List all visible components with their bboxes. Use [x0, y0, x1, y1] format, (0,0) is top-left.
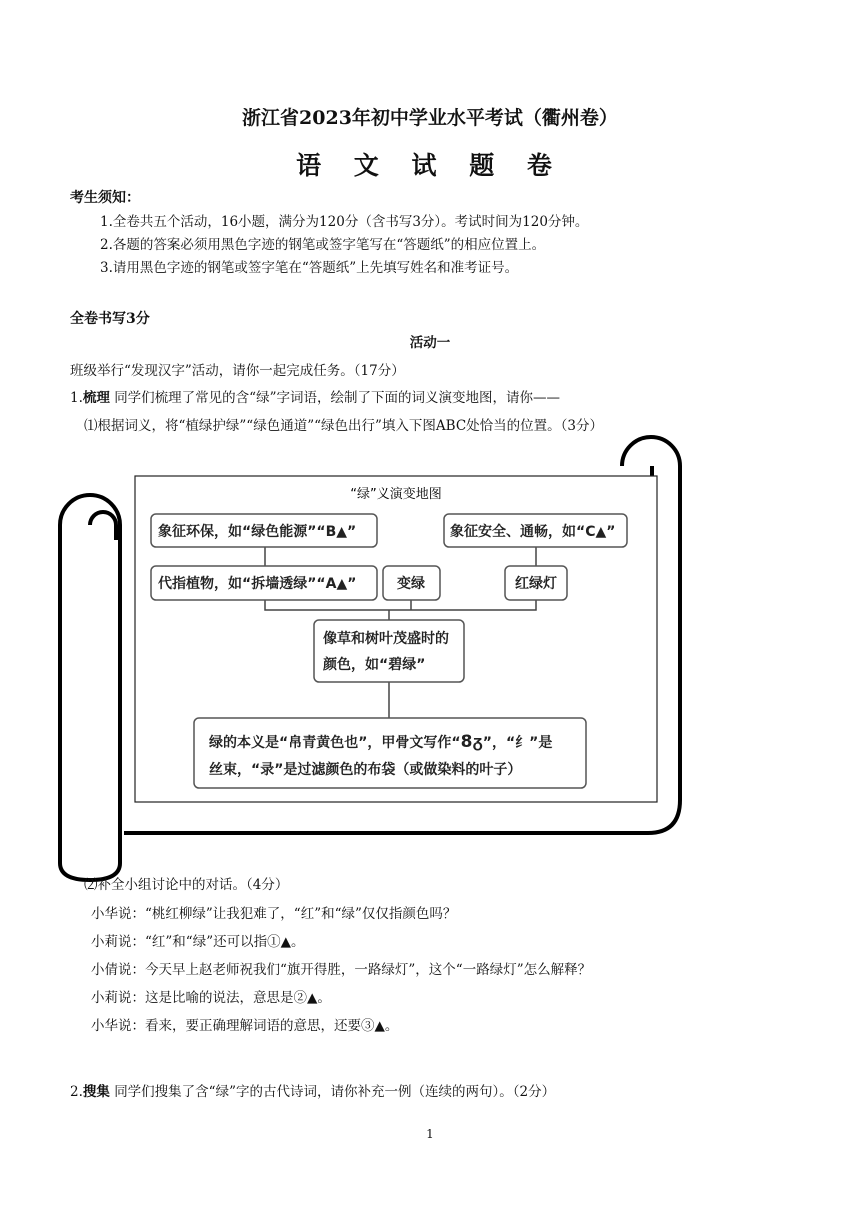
box-bianlv-label: 变绿	[397, 576, 425, 592]
question-1-part-2: ⑵补全小组讨论中的对话。（4分）	[84, 877, 289, 893]
activity-intro: 班级举行“发现汉字”活动，请你一起完成任务。（17分）	[70, 363, 405, 379]
map-title: “绿”义演变地图	[350, 487, 442, 502]
oracle-bone-glyph: 8ᵹ	[460, 732, 483, 752]
question-text: 同学们搜集了含“绿”字的古代诗词，请你补充一例（连续的两句）。（2分）	[114, 1084, 556, 1100]
box-c-label: 象征安全、通畅，如“C▲”	[450, 524, 616, 540]
box-hongludeng-label: 红绿灯	[515, 576, 557, 592]
box-bottom-line-1	[209, 732, 552, 752]
activity-title: 活动一	[409, 335, 451, 351]
exam-title: 浙江省2023年初中学业水平考试（衢州卷）	[242, 107, 618, 129]
question-number: 1.	[70, 390, 83, 406]
dialogue-line: 小华说：看来，要正确理解词语的意思，还要③▲。	[91, 1018, 399, 1034]
notice-heading: 考生须知：	[70, 190, 140, 206]
box-bottom-text-a: 绿的本义是“帛青黄色也”，甲骨文写作“	[209, 735, 461, 751]
dialogue-line: 小莉说：“红”和“绿”还可以指①▲。	[91, 934, 305, 950]
box-middle-line-1: 像草和树叶茂盛时的	[323, 631, 449, 647]
box-middle-line-2: 颜色，如“碧绿”	[323, 657, 426, 673]
box-bottom-line-2: 丝束，“录”是过滤颜色的布袋（或做染料的叶子）	[209, 762, 522, 778]
question-2	[70, 1080, 555, 1100]
notice-item: 1.全卷共五个活动，16小题，满分为120分（含书写3分）。考试时间为120分钟。	[100, 214, 589, 230]
box-b-label: 象征环保，如“绿色能源”“B▲”	[158, 524, 357, 540]
dialogue-line: 小莉说：这是比喻的说法，意思是②▲。	[91, 990, 331, 1006]
question-number: 2.	[70, 1084, 83, 1100]
dialogue-line: 小华说：“桃红柳绿”让我犯难了，“红”和“绿”仅仅指颜色吗？	[91, 906, 457, 922]
writing-score: 全卷书写3分	[70, 311, 150, 327]
box-bottom-text-b: ”，“纟”是	[482, 735, 553, 751]
dialogue-line: 小倩说：今天早上赵老师祝我们“旗开得胜，一路绿灯”，这个“一路绿灯”怎么解释？	[91, 962, 592, 978]
notice-item: 2.各题的答案必须用黑色字迹的钢笔或签字笔写在“答题纸”的相应位置上。	[100, 237, 546, 253]
question-text: 同学们梳理了常见的含“绿”字词语，绘制了下面的词义演变地图，请你——	[114, 390, 560, 406]
exam-subtitle: 语 文 试 题 卷	[296, 151, 564, 180]
notice-item: 3.请用黑色字迹的钢笔或签字笔在“答题纸”上先填写姓名和准考证号。	[100, 260, 519, 276]
question-keyword: 梳理	[82, 390, 110, 406]
question-keyword: 搜集	[82, 1084, 110, 1100]
box-a-label: 代指植物，如“拆墙透绿”“A▲”	[158, 576, 357, 592]
page-number: 1	[426, 1127, 434, 1141]
question-1-part-1: ⑴根据词义，将“植绿护绿”“绿色通道”“绿色出行”填入下图ABC处恰当的位置。（3分）	[84, 418, 603, 434]
